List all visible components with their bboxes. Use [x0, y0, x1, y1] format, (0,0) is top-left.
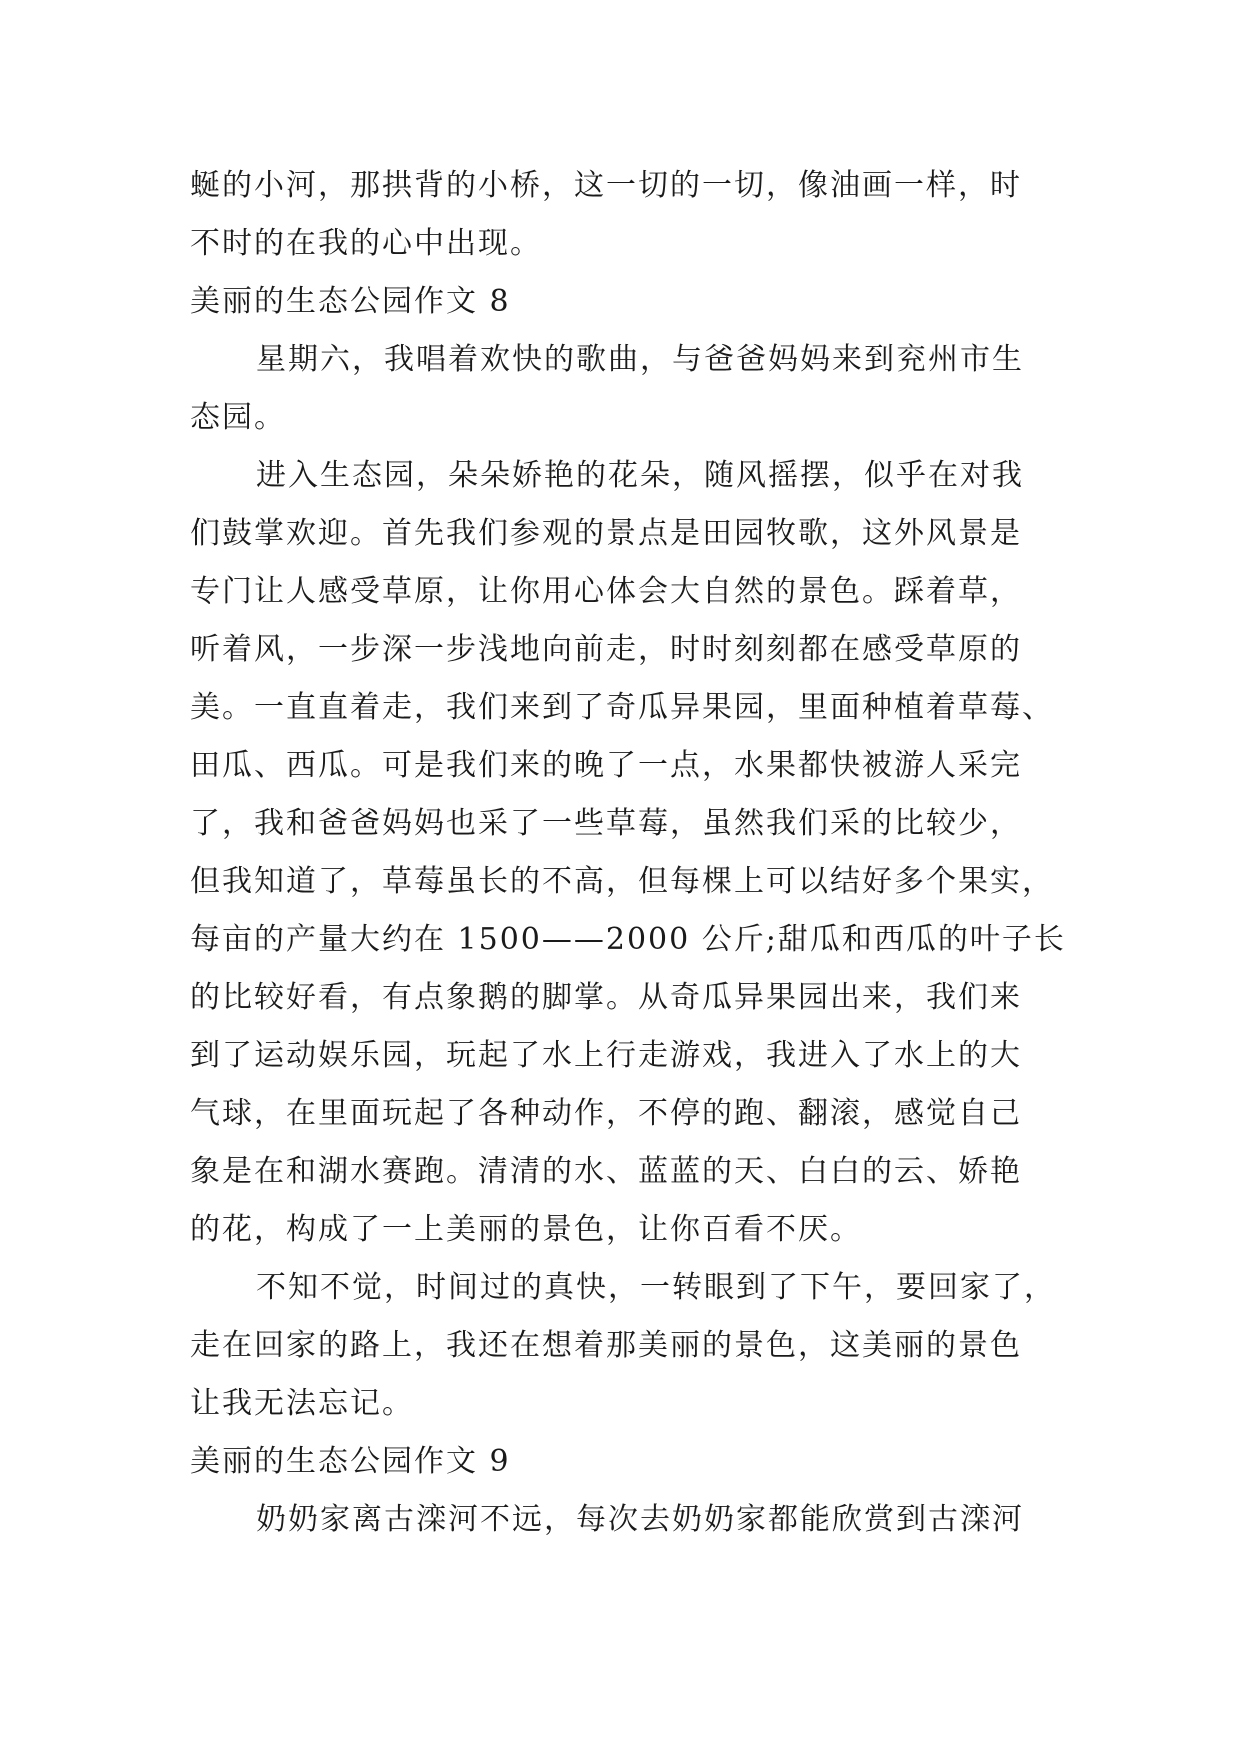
- body-text-line: 走在回家的路上，我还在想着那美丽的景色，这美丽的景色: [190, 1328, 1022, 1363]
- paragraph-start: 奶奶家离古滦河不远，每次去奶奶家都能欣赏到古滦河: [256, 1502, 1024, 1537]
- body-text-line: 每亩的产量大约在 1500——2000 公斤;甜瓜和西瓜的叶子长: [190, 922, 1066, 957]
- body-text-line: 态园。: [190, 400, 286, 435]
- body-text-line: 专门让人感受草原，让你用心体会大自然的景色。踩着草，: [190, 574, 1022, 609]
- body-text-line: 的比较好看，有点象鹅的脚掌。从奇瓜异果园出来，我们来: [190, 980, 1022, 1015]
- body-text-line: 田瓜、西瓜。可是我们来的晚了一点，水果都快被游人采完: [190, 748, 1022, 783]
- body-text-line: 气球，在里面玩起了各种动作，不停的跑、翻滚，感觉自己: [190, 1096, 1022, 1131]
- paragraph-start: 星期六，我唱着欢快的歌曲，与爸爸妈妈来到兖州市生: [256, 342, 1024, 377]
- body-text-line: 蜒的小河，那拱背的小桥，这一切的一切，像油画一样，时: [190, 168, 1022, 203]
- body-text-line: 让我无法忘记。: [190, 1386, 414, 1421]
- body-text-line: 美。一直直着走，我们来到了奇瓜异果园，里面种植着草莓、: [190, 690, 1054, 725]
- body-text-line: 们鼓掌欢迎。首先我们参观的景点是田园牧歌，这外风景是: [190, 516, 1022, 551]
- body-text-line: 不时的在我的心中出现。: [190, 226, 542, 261]
- paragraph-start: 不知不觉，时间过的真快，一转眼到了下午，要回家了，: [256, 1270, 1056, 1305]
- section-heading: 美丽的生态公园作文 8: [190, 284, 511, 319]
- paragraph-start: 进入生态园，朵朵娇艳的花朵，随风摇摆，似乎在对我: [256, 458, 1024, 493]
- body-text-line: 的花，构成了一上美丽的景色，让你百看不厌。: [190, 1212, 862, 1247]
- body-text-line: 听着风，一步深一步浅地向前走，时时刻刻都在感受草原的: [190, 632, 1022, 667]
- body-text-line: 到了运动娱乐园，玩起了水上行走游戏，我进入了水上的大: [190, 1038, 1022, 1073]
- body-text-line: 但我知道了，草莓虽长的不高，但每棵上可以结好多个果实，: [190, 864, 1054, 899]
- body-text-line: 象是在和湖水赛跑。清清的水、蓝蓝的天、白白的云、娇艳: [190, 1154, 1022, 1189]
- body-text-line: 了，我和爸爸妈妈也采了一些草莓，虽然我们采的比较少，: [190, 806, 1022, 841]
- section-heading: 美丽的生态公园作文 9: [190, 1444, 511, 1479]
